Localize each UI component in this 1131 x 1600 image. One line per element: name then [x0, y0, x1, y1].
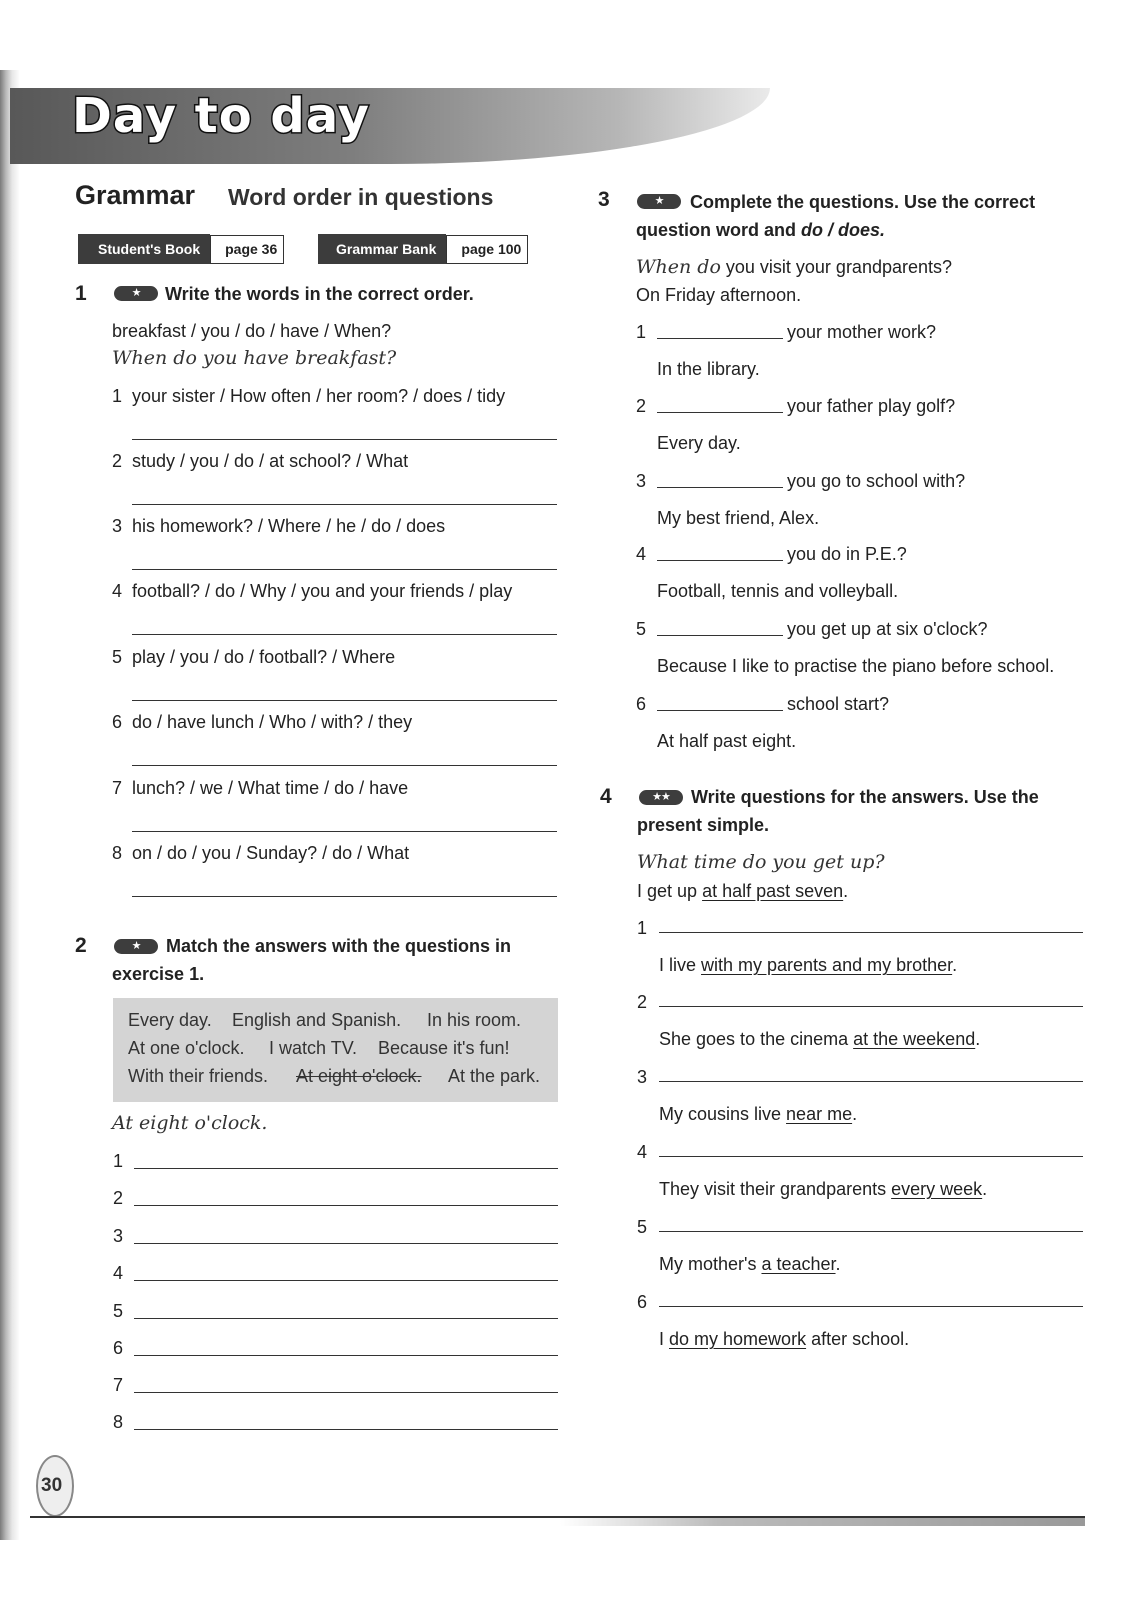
footer-shade	[560, 1518, 1085, 1526]
underlined-part: with my parents and my brother	[701, 955, 953, 975]
answer-option: English and Spanish.	[232, 1010, 402, 1030]
item-number: 6	[637, 1292, 648, 1312]
answer-line[interactable]	[132, 634, 557, 635]
item-number: 5	[113, 1301, 124, 1321]
question-text: school start?	[787, 694, 890, 714]
example-answer: At eight o'clock.	[112, 1112, 268, 1134]
answer-line[interactable]	[134, 1168, 558, 1169]
item-number: 4	[112, 581, 123, 601]
text-part: .	[852, 1104, 858, 1124]
answer-line[interactable]	[134, 1243, 558, 1244]
answer-text: Every day.	[657, 433, 741, 453]
example-prompt: breakfast / you / do / have / When?	[112, 321, 392, 341]
item-number: 3	[112, 516, 123, 536]
answer-blank[interactable]	[657, 635, 783, 636]
answer-option: I watch TV.	[269, 1038, 358, 1058]
answer-text	[659, 1029, 980, 1050]
page-number: 30	[41, 1475, 63, 1496]
underlined-part: near me	[786, 1104, 853, 1124]
answer-text: At half past eight.	[657, 731, 797, 751]
item-number: 5	[637, 1217, 648, 1237]
ref-label: Student's Book	[78, 234, 210, 264]
underlined-part: at the weekend	[853, 1029, 976, 1049]
example-answer: When do	[636, 256, 721, 278]
item-number: 1	[112, 386, 123, 406]
text-part: My mother's	[659, 1254, 762, 1274]
grammar-bank-ref	[318, 234, 528, 264]
item-number: 1	[113, 1151, 124, 1171]
answer-text	[659, 1329, 909, 1350]
instruction: Complete the questions. Use the correct	[690, 192, 1036, 212]
question-text: your mother work?	[787, 322, 937, 342]
answer-line[interactable]	[132, 831, 557, 832]
answer-line[interactable]	[659, 932, 1083, 933]
answer-option: At one o'clock.	[128, 1038, 245, 1058]
text-part: .	[982, 1179, 988, 1199]
underlined-part: a teacher	[761, 1254, 836, 1274]
answer-text	[659, 1179, 987, 1200]
text-part: .	[843, 881, 849, 901]
text-part: .	[835, 1254, 841, 1274]
section-title: Grammar	[75, 180, 196, 210]
answer-text: In the library.	[657, 359, 760, 379]
item-number: 3	[636, 471, 647, 491]
answer-text: Football, tennis and volleyball.	[657, 581, 899, 601]
instruction: present simple.	[637, 815, 770, 835]
instruction: Write questions for the answers. Use the	[691, 787, 1039, 807]
text-part: I live	[659, 955, 702, 975]
answer-text	[659, 1104, 857, 1125]
item-number: 5	[636, 619, 647, 639]
item-number: 1	[637, 918, 648, 938]
question-text: you go to school with?	[787, 471, 966, 491]
example-answer: What time do you get up?	[637, 851, 885, 873]
answer-line[interactable]	[659, 1306, 1083, 1307]
example-answer-text	[637, 881, 848, 902]
item-number: 4	[636, 544, 647, 564]
underlined-part: do my homework	[669, 1329, 807, 1349]
answer-blank[interactable]	[657, 560, 783, 561]
exercise-number: 1	[75, 282, 87, 305]
students-book-ref	[78, 234, 284, 264]
item-number: 5	[112, 647, 123, 667]
example-question-rest: you visit your grandparents?	[720, 257, 953, 277]
item-number: 6	[636, 694, 647, 714]
item-prompt: lunch? / we / What time / do / have	[132, 778, 409, 798]
answer-option: With their friends.	[128, 1066, 269, 1086]
text-part: They visit their grandparents	[659, 1179, 892, 1199]
answer-line[interactable]	[132, 765, 557, 766]
question-text: you get up at six o'clock?	[787, 619, 988, 639]
answer-option-used: At eight o'clock.	[296, 1066, 422, 1086]
exercise-number: 3	[598, 188, 610, 211]
answer-line[interactable]	[659, 1231, 1083, 1232]
answer-box	[113, 998, 558, 1102]
exercise-number: 4	[600, 785, 612, 808]
example-question	[636, 256, 952, 278]
text-part: I	[659, 1329, 670, 1349]
answer-line[interactable]	[132, 700, 557, 701]
item-prompt: do / have lunch / Who / with? / they	[132, 712, 413, 732]
item-prompt: on / do / you / Sunday? / do / What	[132, 843, 410, 863]
text-part: I get up	[637, 881, 703, 901]
item-number: 1	[636, 322, 647, 342]
item-number: 7	[113, 1375, 124, 1395]
instruction: exercise 1.	[112, 964, 205, 984]
two-star-icon: ★★	[639, 790, 683, 805]
question-text: you do in P.E.?	[787, 544, 907, 564]
item-number: 8	[112, 843, 123, 863]
item-number: 2	[636, 396, 647, 416]
item-prompt: study / you / do / at school? / What	[132, 451, 409, 471]
item-prompt: play / you / do / football? / Where	[132, 647, 396, 667]
answer-line[interactable]	[132, 569, 557, 570]
text-part: My cousins live	[659, 1104, 787, 1124]
answer-line[interactable]	[659, 1006, 1083, 1007]
answer-line[interactable]	[134, 1429, 558, 1430]
text-part: after school.	[806, 1329, 910, 1349]
answer-line[interactable]	[134, 1392, 558, 1393]
answer-text	[659, 955, 957, 976]
ref-label: Grammar Bank	[318, 234, 446, 264]
item-number: 4	[113, 1263, 124, 1283]
instruction	[636, 216, 885, 244]
answer-text: Because I like to practise the piano before school.	[657, 656, 1055, 676]
instruction: Match the answers with the questions in	[166, 936, 512, 956]
answer-option: Every day.	[128, 1010, 212, 1030]
answer-option: In his room.	[427, 1010, 522, 1030]
answer-line[interactable]	[134, 1318, 558, 1319]
item-number: 3	[113, 1226, 124, 1246]
text-part: .	[952, 955, 958, 975]
ref-page: page 36	[210, 235, 284, 264]
instruction-part: do / does.	[801, 220, 886, 240]
answer-line[interactable]	[132, 504, 557, 505]
star-icon: ★	[114, 286, 158, 301]
answer-blank[interactable]	[657, 710, 783, 711]
question-text: your father play golf?	[787, 396, 956, 416]
item-number: 7	[112, 778, 123, 798]
item-number: 2	[113, 1188, 124, 1208]
star-icon: ★	[114, 939, 158, 954]
answer-blank[interactable]	[657, 338, 783, 339]
text-part: .	[975, 1029, 981, 1049]
answer-line[interactable]	[132, 439, 557, 440]
item-number: 4	[637, 1142, 648, 1162]
item-prompt: football? / do / Why / you and your friends / play	[132, 581, 513, 601]
answer-blank[interactable]	[657, 487, 783, 488]
instruction-part: question word and	[636, 220, 801, 240]
item-number: 2	[637, 992, 648, 1012]
answer-text: My best friend, Alex.	[657, 508, 820, 528]
section-subtitle: Word order in questions	[228, 184, 494, 210]
answer-line[interactable]	[132, 896, 557, 897]
item-prompt: his homework? / Where / he / do / does	[132, 516, 446, 536]
exercise-number: 2	[75, 934, 87, 957]
scan-edge	[0, 70, 20, 1540]
text-part: She goes to the cinema	[659, 1029, 854, 1049]
answer-text	[659, 1254, 841, 1275]
ref-page: page 100	[446, 235, 528, 264]
example-answer-text: On Friday afternoon.	[636, 285, 802, 305]
answer-option: At the park.	[448, 1066, 541, 1086]
item-number: 6	[112, 712, 123, 732]
underlined-part: every week	[891, 1179, 983, 1199]
unit-title: Day to day	[72, 88, 370, 144]
item-number: 2	[112, 451, 123, 471]
item-number: 6	[113, 1338, 124, 1358]
item-number: 3	[637, 1067, 648, 1087]
item-number: 8	[113, 1412, 124, 1432]
example-answer: When do you have breakfast?	[112, 347, 397, 369]
answer-line[interactable]	[134, 1205, 558, 1206]
star-icon: ★	[637, 194, 681, 209]
answer-line[interactable]	[659, 1081, 1083, 1082]
instruction: Write the words in the correct order.	[165, 284, 474, 304]
answer-blank[interactable]	[657, 412, 783, 413]
answer-option: Because it's fun!	[378, 1038, 510, 1058]
item-prompt: your sister / How often / her room? / does / tidy	[132, 386, 506, 406]
underlined-part: at half past seven	[702, 881, 844, 901]
answer-line[interactable]	[134, 1355, 558, 1356]
answer-line[interactable]	[134, 1280, 558, 1281]
answer-line[interactable]	[659, 1156, 1083, 1157]
